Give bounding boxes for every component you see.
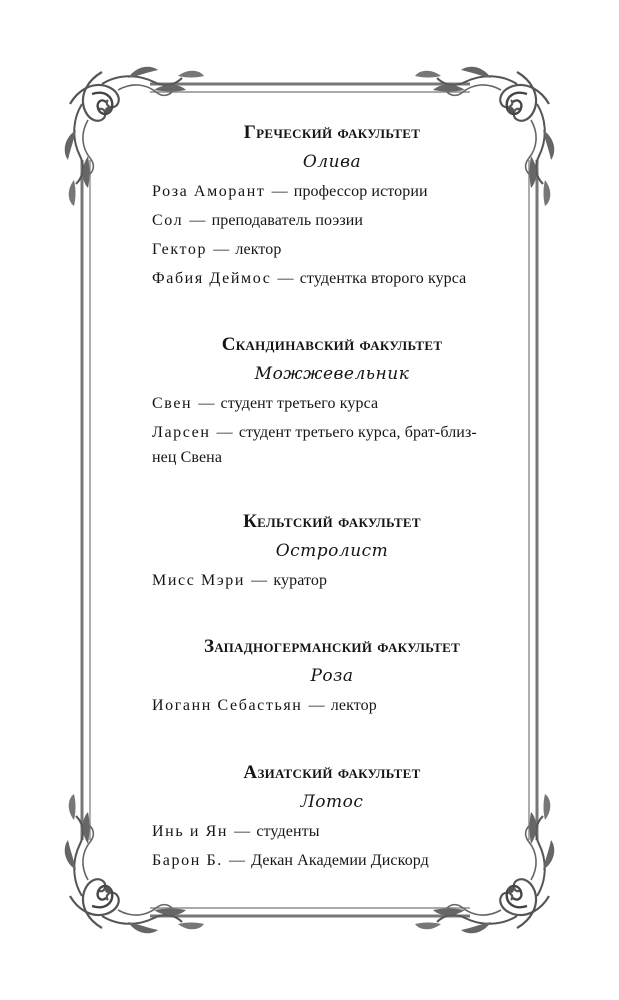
person-entry [152,235,512,264]
faculty-title: Западногерманский факультет [203,636,461,657]
person-name: Иоганн Себастьян [152,697,303,714]
dash: — [271,183,288,200]
person-name: Сол [152,212,184,229]
person-entry [152,691,512,720]
person-entry-continuation: нец Свена [152,449,223,466]
faculty-section-scandinavian [152,331,512,472]
person-role: студенты [256,823,320,840]
faculty-section-celtic [152,508,512,595]
person-entry [152,389,512,418]
faculty-title: Азиатский факультет [243,762,421,783]
person-role: студентка второго курса [299,270,467,287]
faculty-title: Греческий факультет [243,122,421,143]
dash: — [234,823,251,840]
person-name: Ларсен [152,424,211,441]
person-name: Барон Б. [152,852,223,869]
person-name: Фабия Деймос [152,270,272,287]
person-name: Роза Аморант [152,183,266,200]
dash: — [213,241,230,258]
dash: — [308,697,325,714]
person-entry [152,177,512,206]
faculty-title: Кельтский факультет [243,511,421,532]
person-role: профессор истории [293,183,428,200]
person-entry [152,817,512,846]
person-role: лектор [235,241,282,258]
person-name: Гектор [152,241,208,258]
faculty-emblem: Олива [302,152,362,172]
faculty-title: Скандинавский факультет [221,334,443,355]
faculty-emblem: Можжевельник [254,364,410,384]
faculty-emblem: Остролист [275,541,389,561]
faculty-emblem: Лотос [300,792,364,812]
person-entry [152,566,512,595]
person-role: Декан Академии Дискорд [251,852,429,869]
person-entry [152,264,512,293]
dash: — [198,395,215,412]
person-role: студент третьего курса, брат-близ- [238,424,477,441]
dash: — [251,572,268,589]
dash: — [216,424,233,441]
faculty-emblem: Роза [310,666,354,686]
person-name: Свен [152,395,193,412]
faculty-section-west-german [152,633,512,720]
person-name: Мисс Мэри [152,572,246,589]
person-role: лектор [330,697,377,714]
dash: — [228,852,246,869]
dash: — [277,270,294,287]
person-entry [152,846,512,875]
person-entry [152,206,512,235]
faculty-section-greek [152,119,512,293]
person-role: куратор [273,572,328,589]
person-name: Инь и Ян [152,823,229,840]
person-role: студент третьего курса [220,395,379,412]
dash: — [189,212,206,229]
person-role: преподаватель поэзии [211,212,364,229]
faculty-section-asian [152,759,512,875]
